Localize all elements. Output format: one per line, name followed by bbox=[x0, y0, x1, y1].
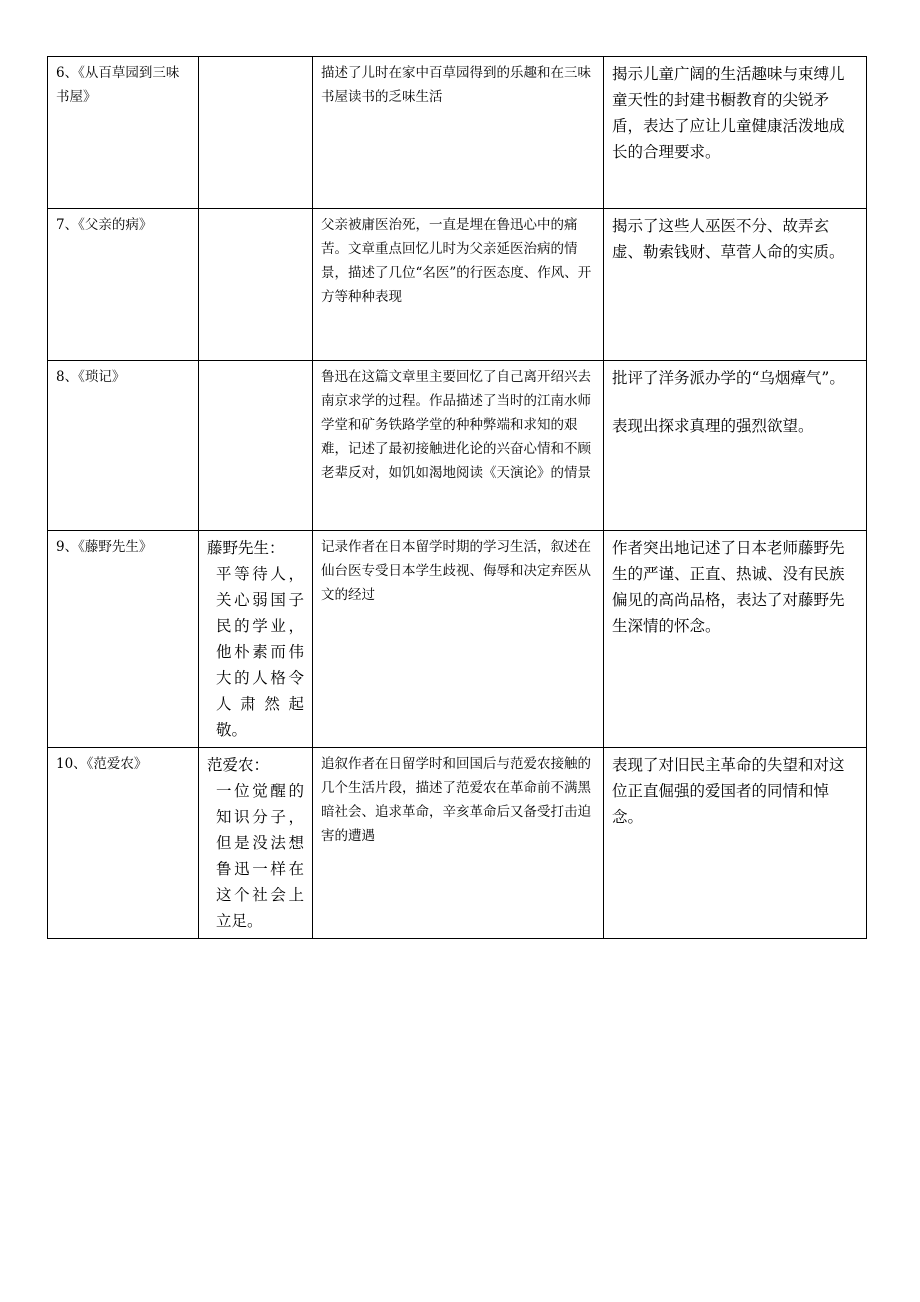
character-name: 范爱农： bbox=[207, 756, 270, 774]
table-row bbox=[48, 361, 867, 531]
theme-text-secondary: 表现出探求真理的强烈欲望。 bbox=[612, 417, 814, 435]
work-title-cell bbox=[48, 209, 199, 361]
content-text: 追叙作者在日留学时和回国后与范爱农接触的几个生活片段，描述了范爱农在革命前不满黑暗社会、追求革命，辛亥革命后又备受打击迫害的遭遇 bbox=[321, 756, 591, 844]
content-cell bbox=[313, 361, 604, 531]
theme-cell bbox=[604, 361, 867, 531]
theme-cell bbox=[604, 531, 867, 748]
theme-cell bbox=[604, 748, 867, 939]
character-desc: 平等待人，关心弱国子民的学业，他朴素而伟大的人格令人肃然起敬。 bbox=[216, 565, 304, 739]
work-title-cell bbox=[48, 748, 199, 939]
work-title-cell bbox=[48, 57, 199, 209]
character-cell bbox=[199, 748, 313, 939]
theme-cell bbox=[604, 209, 867, 361]
work-title: 9、《藤野先生》 bbox=[56, 539, 153, 555]
theme-text: 表现了对旧民主革命的失望和对这位正直倔强的爱国者的同情和悼念。 bbox=[612, 756, 845, 826]
table-row bbox=[48, 748, 867, 939]
work-title: 8、《琐记》 bbox=[56, 369, 126, 385]
work-title: 6、《从百草园到三味书屋》 bbox=[56, 65, 180, 105]
theme-text: 批评了洋务派办学的“乌烟瘴气”。 bbox=[612, 369, 845, 387]
character-cell bbox=[199, 57, 313, 209]
table-row bbox=[48, 209, 867, 361]
work-title: 10、《范爱农》 bbox=[56, 756, 148, 772]
content-text: 记录作者在日本留学时期的学习生活，叙述在仙台医专受日本学生歧视、侮辱和决定弃医从文的经过 bbox=[321, 539, 591, 603]
character-cell bbox=[199, 361, 313, 531]
content-text: 父亲被庸医治死，一直是埋在鲁迅心中的痛苦。文章重点回忆儿时为父亲延医治病的情景，描述了几位“名医”的行医态度、作风、开方等种种表现 bbox=[321, 217, 592, 305]
character-desc: 一位觉醒的知识分子，但是没法想鲁迅一样在这个社会上立足。 bbox=[216, 782, 304, 930]
character-cell bbox=[199, 209, 313, 361]
content-cell bbox=[313, 748, 604, 939]
content-cell bbox=[313, 57, 604, 209]
theme-text: 揭示儿童广阔的生活趣味与束缚儿童天性的封建书橱教育的尖锐矛盾，表达了应让儿童健康活泼地成长的合理要求。 bbox=[612, 65, 845, 161]
content-cell bbox=[313, 209, 604, 361]
works-table bbox=[47, 56, 867, 939]
work-title-cell bbox=[48, 531, 199, 748]
work-title-cell bbox=[48, 361, 199, 531]
table-row bbox=[48, 531, 867, 748]
content-cell bbox=[313, 531, 604, 748]
theme-spacer bbox=[612, 391, 858, 413]
theme-text: 作者突出地记述了日本老师藤野先生的严谨、正直、热诚、没有民族偏见的高尚品格，表达了对藤野先生深情的怀念。 bbox=[612, 539, 845, 635]
theme-text: 揭示了这些人巫医不分、故弄玄虚、勒索钱财、草菅人命的实质。 bbox=[612, 217, 845, 261]
character-cell bbox=[199, 531, 313, 748]
content-text: 描述了儿时在家中百草园得到的乐趣和在三味书屋读书的乏味生活 bbox=[321, 65, 591, 105]
table-row bbox=[48, 57, 867, 209]
theme-cell bbox=[604, 57, 867, 209]
content-text: 鲁迅在这篇文章里主要回忆了自己离开绍兴去南京求学的过程。作品描述了当时的江南水师学堂和矿务铁路学堂的种种弊端和求知的艰难，记述了最初接触进化论的兴奋心情和不顾老辈反对，如饥如渴地阅读《天演论》的情景 bbox=[321, 369, 591, 481]
character-name: 藤野先生： bbox=[207, 539, 285, 557]
work-title: 7、《父亲的病》 bbox=[56, 217, 153, 233]
